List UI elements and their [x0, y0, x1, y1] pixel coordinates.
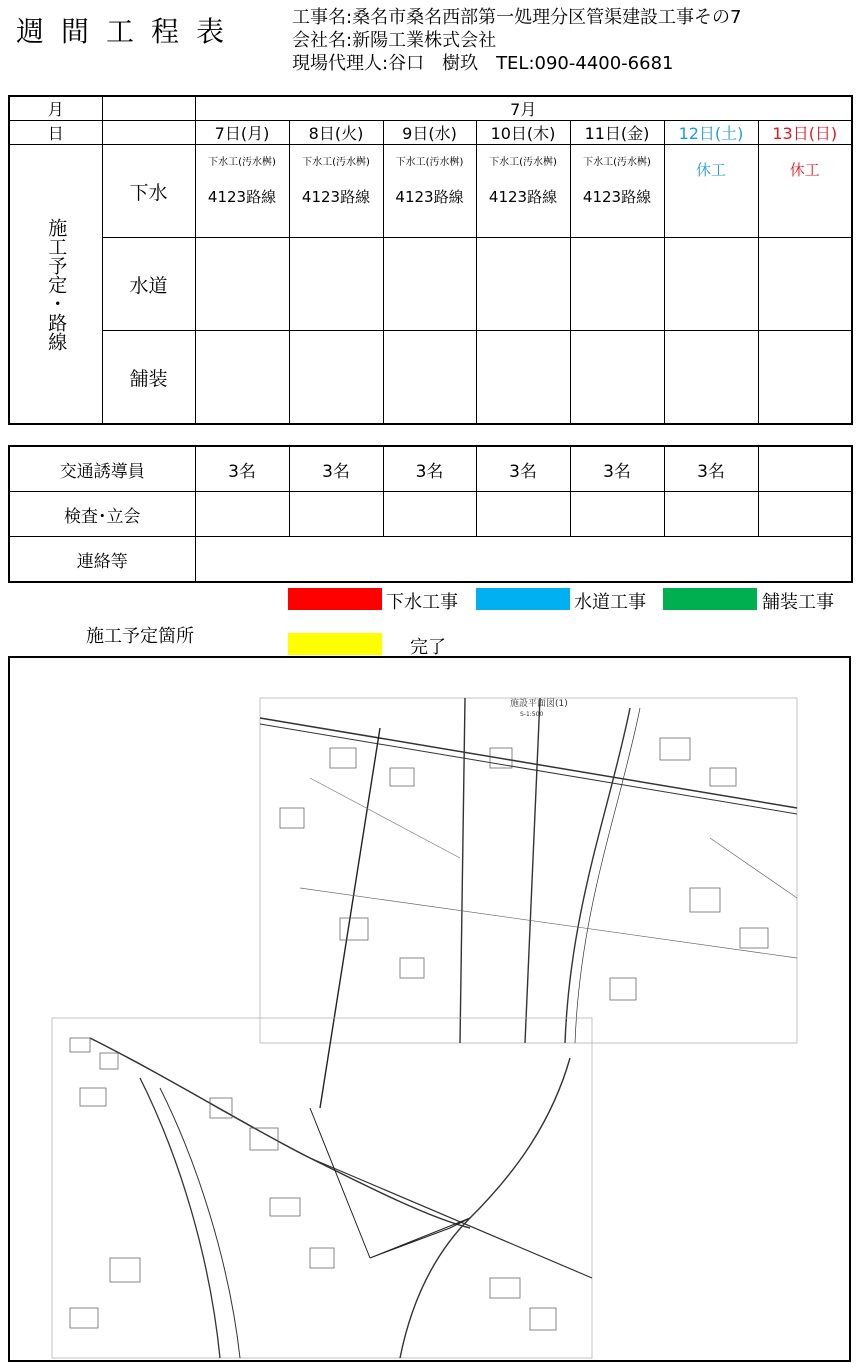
day-header: 日 — [9, 121, 102, 145]
schedule-cell — [664, 331, 758, 425]
route-label: 4123路線 — [395, 188, 464, 206]
schedule-cell — [476, 145, 570, 238]
schedule-cell — [758, 331, 852, 425]
schedule-cell — [476, 238, 570, 331]
schedule-cell — [195, 145, 289, 238]
map-sheet: S-1:500 — [520, 711, 544, 718]
schedule-cell — [664, 145, 758, 238]
completed-swatch — [288, 633, 382, 655]
paving-swatch — [663, 588, 757, 610]
work-type: 下水工(汚水桝) — [583, 157, 651, 168]
route-label: 4123路線 — [582, 188, 652, 206]
schedule-cell — [383, 145, 476, 238]
water-swatch — [476, 588, 570, 610]
day-cell: 9日(水) — [383, 121, 476, 145]
inspection-cell — [570, 492, 664, 537]
traffic-guard-count: 3名 — [289, 446, 383, 492]
schedule-cell — [570, 331, 664, 425]
inspection-label: 検査･立会 — [9, 492, 195, 537]
group-label-cell — [9, 145, 102, 425]
route-label: 4123路線 — [488, 188, 558, 206]
traffic-guard-count: 3名 — [383, 446, 476, 492]
group-label: 施工予定・路線 — [45, 217, 68, 351]
inspection-cell — [383, 492, 476, 537]
day-cell: 10日(木) — [476, 121, 570, 145]
day-cell: 7日(月) — [195, 121, 289, 145]
schedule-cell — [289, 145, 383, 238]
sewer-swatch — [288, 588, 382, 610]
traffic-guard-count: 3名 — [664, 446, 758, 492]
location-label: 施工予定箇所 — [86, 626, 194, 647]
project-name: 工事名:桑名市桑名西部第一処理分区管渠建設工事その7 — [292, 7, 742, 28]
site-agent: 現場代理人:谷口 樹玖 TEL:090-4400-6681 — [292, 53, 674, 74]
company-name: 会社名:新陽工業株式会社 — [292, 30, 497, 51]
schedule-cell — [476, 331, 570, 425]
paving-legend-label: 舗装工事 — [762, 592, 834, 613]
staff-table — [8, 445, 853, 583]
category-paving: 舗装 — [102, 331, 195, 425]
schedule-cell — [664, 238, 758, 331]
contact-label: 連絡等 — [9, 537, 195, 583]
month-value: 7月 — [195, 96, 852, 121]
schedule-cell — [758, 238, 852, 331]
traffic-guard-count — [758, 446, 852, 492]
site-plan-map — [10, 658, 849, 1360]
holiday-label: 休工 — [695, 160, 726, 179]
site-map-frame — [8, 656, 851, 1362]
schedule-cell — [383, 331, 476, 425]
blank-cell — [102, 96, 195, 121]
schedule-cell — [758, 145, 852, 238]
day-cell: 11日(金) — [570, 121, 664, 145]
blank-cell — [102, 121, 195, 145]
route-label: 4123路線 — [301, 188, 371, 206]
inspection-cell — [195, 492, 289, 537]
work-type: 下水工(汚水桝) — [302, 157, 370, 168]
inspection-cell — [758, 492, 852, 537]
holiday-label: 休工 — [789, 160, 820, 179]
traffic-guard-count: 3名 — [476, 446, 570, 492]
water-legend-label: 水道工事 — [574, 592, 646, 613]
schedule-cell — [289, 238, 383, 331]
traffic-guard-count: 3名 — [195, 446, 289, 492]
category-water: 水道 — [102, 238, 195, 331]
month-header: 月 — [9, 96, 102, 121]
schedule-cell — [383, 238, 476, 331]
work-type: 下水工(汚水桝) — [489, 157, 557, 168]
map-title: 施設平面図(1) — [510, 699, 568, 709]
day-cell: 13日(日) — [758, 121, 852, 145]
category-sewer: 下水 — [102, 145, 195, 238]
completed-legend-label: 完了 — [410, 637, 446, 658]
sewer-legend-label: 下水工事 — [386, 592, 458, 613]
inspection-cell — [476, 492, 570, 537]
traffic-guard-count: 3名 — [570, 446, 664, 492]
traffic-guard-label: 交通誘導員 — [9, 446, 195, 492]
schedule-table — [8, 95, 853, 425]
contact-cell — [195, 537, 852, 583]
work-type: 下水工(汚水桝) — [208, 157, 276, 168]
schedule-cell — [289, 331, 383, 425]
inspection-cell — [289, 492, 383, 537]
route-label: 4123路線 — [207, 188, 277, 206]
schedule-cell — [195, 238, 289, 331]
schedule-cell — [570, 238, 664, 331]
schedule-cell — [195, 331, 289, 425]
schedule-cell — [570, 145, 664, 238]
inspection-cell — [664, 492, 758, 537]
page-title: 週間工程表 — [16, 15, 242, 48]
work-type: 下水工(汚水桝) — [395, 157, 464, 168]
day-cell: 12日(土) — [664, 121, 758, 145]
day-cell: 8日(火) — [289, 121, 383, 145]
